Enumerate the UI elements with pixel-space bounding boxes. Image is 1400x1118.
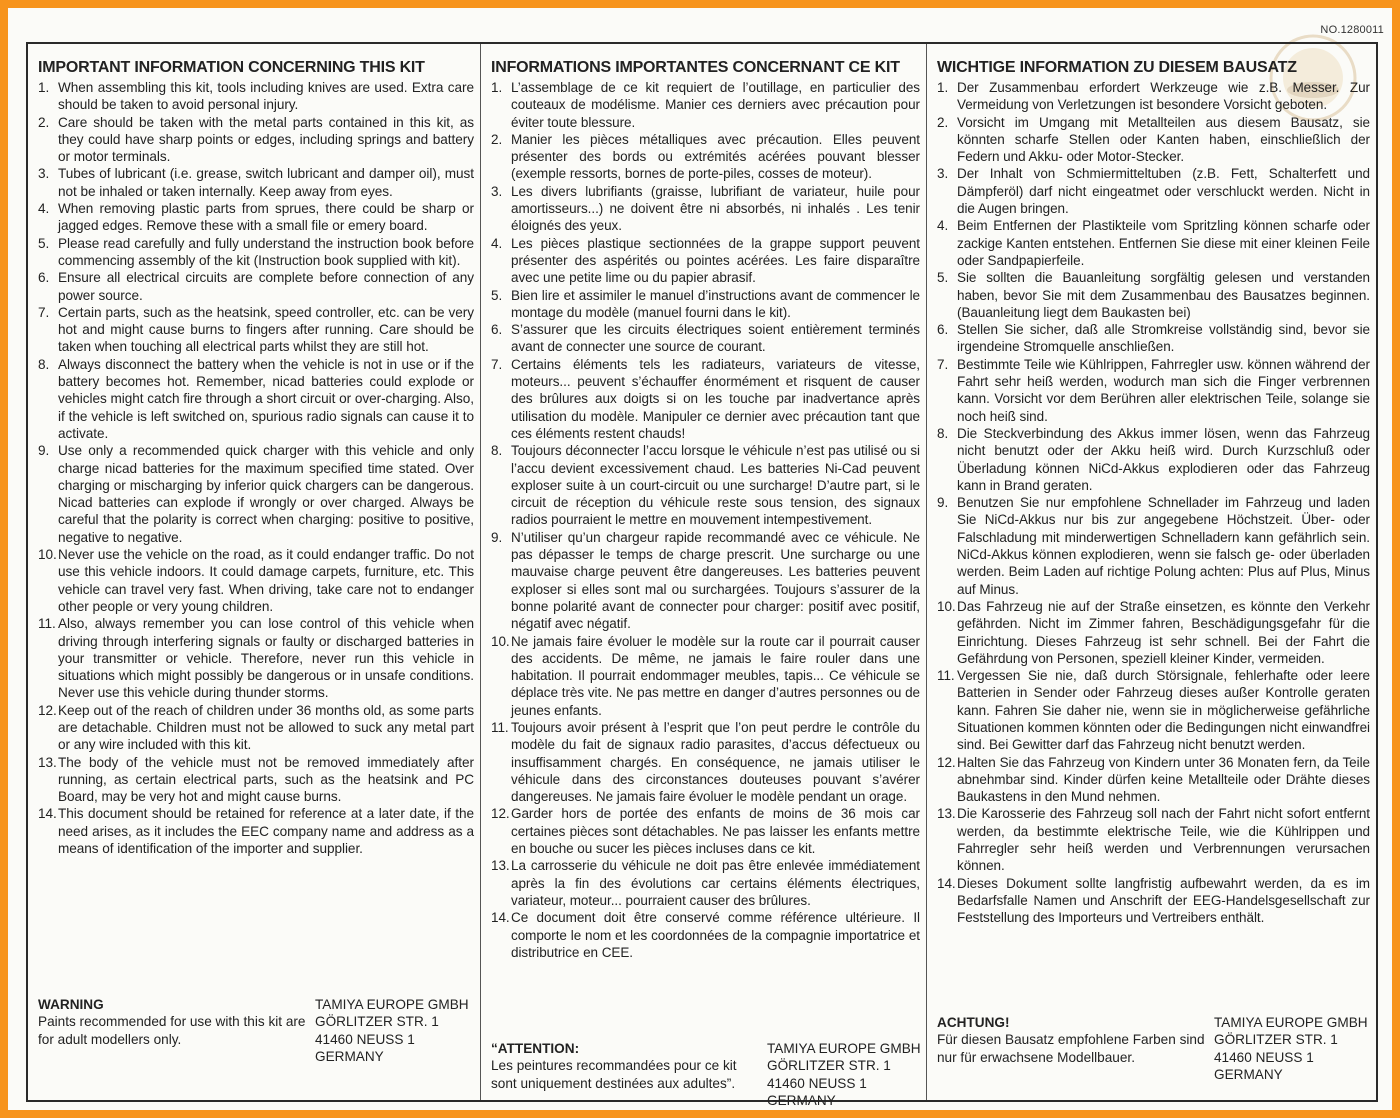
item-text: Never use the vehicle on the road, as it could endanger traffic. Do not use this vehicle indoors. It could damage carpets, furniture, etc. This vehicle can travel very fast. When driving, take care not to endanger other people or very young children. [58, 547, 474, 614]
item-text: Certain parts, such as the heatsink, speed controller, etc. can be very hot and might cause burns to fingers after running. Care should be taken when touching all electrical parts whilst they are still hot. [58, 304, 474, 355]
column-english [28, 44, 480, 1100]
list-item [491, 857, 920, 909]
item-text: Toujours déconnecter l’accu lorsque le véhicule n’est pas utilisé ou si l’accu devient excessivement chaud. Les batteries Ni-Cad peuvent exploser suite à un court-circuit ou une surcharge! D’autre part, si le circuit de réception du véhicule reste sous tension, des signaux radios pourraient le mettre en mouvement intempestivement. [511, 443, 920, 528]
list-item [937, 667, 1370, 753]
item-number: 6. [937, 322, 949, 338]
heading-english: IMPORTANT INFORMATION CONCERNING THIS KIT [38, 59, 425, 76]
item-number: 8. [38, 356, 50, 372]
list-item [38, 165, 474, 200]
item-text: Certains éléments tels les radiateurs, variateurs de vitesse, moteurs... peuvent s’échauffer énormément et risquent de causer des brûlures aux doigts si on les touche par inadvertance après utilisation du modèle. Manipuler ce dernier avec précaution tant que ces éléments restent chauds! [511, 356, 920, 441]
address-line: TAMIYA EUROPE GMBH [315, 997, 469, 1012]
item-text: Use only a recommended quick charger with this vehicle and only charge nicad batteries for the maximum specified time stated. Over charging or mischarging by inferior quick chargers can be dangerous. Nicad batteries can explode if wrongly or over charged. Always be careful that the polarity is correct when charging: positive to positive, negative to negative. [58, 443, 474, 545]
item-number: 8. [937, 425, 949, 441]
warning-text: Paints recommended for use with this kit are for adult modellers only. [38, 1014, 306, 1047]
item-text: Bien lire et assimiler le manuel d’instructions avant de commencer le montage du modèle (manuel fourni dans le kit). [511, 287, 920, 320]
item-number: 4. [937, 218, 949, 234]
list-item [491, 805, 920, 857]
item-text: Les divers lubrifiants (graisse, lubrifiant de variateur, huile pour amortisseurs...) ne doivent être ni absorbés, ni inhalés . Les tenir éloignés des yeux. [511, 183, 920, 234]
address-line: GERMANY [767, 1092, 836, 1108]
warning-text: Les peintures recommandées pour ce kit sont uniquement destinées aux adultes”. [491, 1058, 737, 1091]
importer-address [315, 996, 469, 1065]
item-text: Dieses Dokument sollte langfristig aufbewahrt werden, da es im Bedarfsfalle Namen und Anschrift der EEG-Handelsgesellschaft zur Feststellung des Importeurs und Vertreibers enthält. [957, 875, 1370, 926]
list-item [38, 79, 474, 114]
address-line: 41460 NEUSS 1 [1214, 1049, 1314, 1065]
item-number: 11. [38, 616, 56, 632]
item-text: La carrosserie du véhicule ne doit pas être enlevée immédiatement après la fin des évolutions car certains éléments électriques, variateur, moteur... pourraient causer des brûlures. [511, 858, 920, 908]
item-text: Tubes of lubricant (i.e. grease, switch lubricant and damper oil), must not be inhaled or taken internally. Keep away from eyes. [58, 166, 474, 199]
item-text: Die Steckverbindung des Akkus immer lösen, wenn das Fahrzeug nicht benutzt oder der Akku heiß wird. Durch Kurzschluß oder Überladung können NiCd-Akkus explodieren oder das Fahrzeug kann in Brand geraten. [957, 425, 1370, 493]
item-number: 3. [937, 166, 949, 182]
item-text: Der Inhalt von Schmiermitteltuben (z.B. Fett, Schalterfett und Dämpferöl) darf nicht eingeatmet oder verschluckt werden. Nicht in die Augen bringen. [957, 166, 1370, 217]
item-text: S’assurer que les circuits électriques soient entièrement terminés avant de connecter une source de courant. [511, 322, 920, 355]
list-item [937, 269, 1370, 321]
item-text: Beim Entfernen der Plastikteile vom Spritzling können scharfe oder zackige Kanten entstehen. Entfernen Sie diese mit einer kleinen Feile oder Sandpapierfeile. [957, 218, 1370, 268]
item-number: 7. [38, 304, 50, 320]
document-number: NO.1280011 [1320, 24, 1384, 36]
item-number: 14. [38, 806, 57, 822]
list-item [38, 304, 474, 356]
item-number: 10. [491, 633, 510, 649]
item-number: 11. [491, 719, 509, 735]
item-text: This document should be retained for reference at a later date, if the need arises, as it includes the EEC company name and address as a means of identification of the importer and supplier. [58, 806, 474, 857]
list-item [937, 356, 1370, 425]
item-number: 14. [937, 875, 956, 891]
item-number: 9. [937, 495, 949, 511]
item-text: Das Fahrzeug nie auf der Straße einsetzen, es könnte den Verkehr gefährden. Nicht im Zimmer fahren, Beschädigungsgefahr für die Einrichtung. Dieses Fahrzeug ist sehr schnell. Bei der Fahrt die Gefährdung von Personen, speziell kleiner Kinder, vermeiden. [957, 598, 1370, 666]
importer-address [767, 1040, 921, 1109]
heading-german: WICHTIGE INFORMATION ZU DIESEM BAUSATZ [937, 59, 1297, 76]
item-text: Die Karosserie des Fahrzeug soll nach der Fahrt nicht sofort entfernt werden, da bestimmte elektrische Teile, wie die Kühlrippen und Fahrregler sehr heiß werden und Verbrennungen verursachen können. [957, 806, 1370, 874]
column-german [926, 44, 1376, 1100]
warning-text: Für diesen Bausatz empfohlene Farben sind nur für erwachsene Modellbauer. [937, 1032, 1205, 1065]
list-item [937, 494, 1370, 598]
item-number: 3. [38, 166, 50, 182]
list-item [937, 114, 1370, 166]
item-text: Bestimmte Teile wie Kühlrippen, Fahrregler usw. können während der Fahrt sehr heiß werden, wodurch man sich die Finger verbrennen kann. Vorsicht vor dem Berühren aller elektrischen Teile, solange sie noch heiß sind. [957, 356, 1370, 424]
item-text: Ne jamais faire évoluer le modèle sur la route car il pourrait causer des accidents. De même, ne jamais le faire rouler dans une habitation. Il pourrait endommager meubles, tapis... Ce véhicule se déplace très vite. Ne pas mettre en danger d’autres personnes ou de jeunes enfants. [511, 633, 920, 718]
importer-address [1214, 1014, 1368, 1083]
item-number: 13. [491, 858, 510, 874]
item-number: 10. [38, 547, 57, 563]
list-item [38, 702, 474, 754]
list-item [937, 217, 1370, 269]
item-text: Always disconnect the battery when the vehicle is not in use or if the battery becomes hot. Remember, nicad batteries could explode or vehicles might catch fire through a short circuit or over-charging. Also, if the vehicle is left switched on, spurious radio signals can cause it to activate. [58, 356, 474, 441]
address-line: GÖRLITZER STR. 1 [767, 1058, 891, 1074]
item-text: Les pièces plastique sectionnées de la grappe support peuvent présenter des aspérités ou pointes acérées. Les faire disparaître avec une petite lime ou du papier abrasif. [511, 235, 920, 286]
item-text: Garder hors de portée des enfants de moins de 36 mois car certaines pièces sont détachables. Ne pas laisser les enfants mettre en bouche ou sucer les pièces incluses dans ce kit. [511, 806, 920, 857]
item-text: Manier les pièces métalliques avec précaution. Elles peuvent présenter des bords ou extrémités acérées pouvant blesser (exemple ressorts, bornes de porte-piles, cosses de moteur). [511, 131, 920, 182]
list-item [491, 235, 920, 287]
item-number: 8. [491, 443, 503, 459]
item-number: 12. [491, 806, 510, 822]
address-line: GÖRLITZER STR. 1 [315, 1014, 439, 1030]
list-item [491, 183, 920, 235]
item-number: 1. [491, 80, 503, 95]
document-sheet [8, 8, 1392, 1110]
item-text: Keep out of the reach of children under 36 months old, as some parts are detachable. Children must not be allowed to suck any metal part or any wire included with this kit. [58, 702, 474, 753]
item-text: Der Zusammenbau erfordert Werkzeuge wie z.B. Messer. Zur Vermeidung von Verletzungen ist besondere Vorsicht geboten. [957, 80, 1370, 113]
list-item [491, 529, 920, 633]
warning-title: ACHTUNG! [937, 1015, 1010, 1030]
item-number: 5. [937, 270, 949, 286]
list-item [491, 356, 920, 442]
item-text: Vergessen Sie nie, daß durch Störsignale, fehlerhafte oder leere Batterien in Sender oder Fahrzeug dieses außer Kontrolle geraten kann. Fahren Sie daher nie, wenn sie in möglicherweise gefährliche Situationen kommen könnten oder die Bedingungen nicht einwandfrei sind. Bei Gewitter darf das Fahrzeug nicht benutzt werden. [957, 668, 1370, 753]
item-number: 11. [937, 668, 955, 684]
list-item [937, 79, 1370, 114]
item-text: The body of the vehicle must not be removed immediately after running, as certain electrical parts, such as the heatsink and PC Board, may be very hot and might cause burns. [58, 754, 474, 805]
item-text: Care should be taken with the metal parts contained in this kit, as they could have sharp points or edges, including springs and battery or motor terminals. [58, 114, 474, 165]
item-text: When removing plastic parts from sprues, there could be sharp or jagged edges. Remove these with a small file or emery board. [58, 201, 474, 234]
warning-title: “ATTENTION: [491, 1041, 580, 1056]
list-item [38, 805, 474, 857]
item-number: 13. [38, 754, 57, 770]
item-number: 1. [38, 80, 50, 95]
list-german [937, 79, 1370, 927]
list-item [38, 615, 474, 701]
item-number: 5. [38, 235, 50, 251]
item-number: 4. [491, 235, 503, 251]
address-line: GÖRLITZER STR. 1 [1214, 1032, 1338, 1048]
list-french [491, 79, 920, 961]
list-item [491, 79, 920, 131]
list-item [491, 131, 920, 183]
item-text: Also, always remember you can lose control of this vehicle when driving through interfering signals or faulty or discharged batteries in your transmitter or vehicle. Therefore, never run this vehicle in situations which might possibly be dangerous or in unsafe conditions. Never use this vehicle during thunder storms. [58, 616, 474, 701]
item-number: 9. [38, 443, 50, 459]
address-line: TAMIYA EUROPE GMBH [767, 1041, 921, 1056]
item-number: 14. [491, 910, 510, 926]
item-number: 13. [937, 806, 956, 822]
item-text: Please read carefully and fully understand the instruction book before commencing assembly of the kit (Instruction book supplied with kit). [58, 235, 474, 268]
item-text: Ce document doit être conservé comme référence ultérieure. Il comporte le nom et les coordonnées de la compagnie importatrice et distributrice en CEE. [511, 910, 920, 960]
item-text: Halten Sie das Fahrzeug von Kindern unter 36 Monaten fern, da Teile abnehmbar sind. Kinder dürfen keine Metallteile oder Drähte dieses Baukastens in den Mund nehmen. [957, 754, 1370, 805]
list-item [937, 754, 1370, 806]
list-item [491, 633, 920, 719]
item-number: 6. [491, 322, 503, 338]
item-text: N’utiliser qu’un chargeur rapide recommandé avec ce véhicule. Ne pas dépasser le temps de charge prescrit. Une surcharge ou une mauvaise charge peuvent être dangereuses. Les batteries peuvent exploser si elles sont mal ou surchargées. Toujours s’assurer de la bonne polarité avant de connecter pour charger: positif avec positif, négatif avec négatif. [511, 529, 920, 632]
list-english [38, 79, 474, 857]
address-line: 41460 NEUSS 1 [767, 1075, 867, 1091]
heading-french: INFORMATIONS IMPORTANTES CONCERNANT CE KIT [491, 59, 900, 76]
address-line: 41460 NEUSS 1 [315, 1031, 415, 1047]
list-item [491, 719, 920, 805]
item-number: 9. [491, 529, 503, 545]
item-number: 2. [491, 131, 503, 147]
list-item [38, 546, 474, 615]
column-french [480, 44, 926, 1108]
item-number: 5. [491, 287, 503, 303]
item-text: When assembling this kit, tools including knives are used. Extra care should be taken to avoid personal injury. [58, 80, 474, 113]
list-item [38, 114, 474, 166]
item-number: 4. [38, 201, 50, 217]
list-item [38, 754, 474, 806]
item-text: Sie sollten die Bauanleitung sorgfältig gelesen und verstanden haben, bevor Sie mit dem Zusammenbau des Bausatzes beginnen. (Bauanleitung liegt dem Baukasten bei) [957, 270, 1370, 320]
list-item [937, 805, 1370, 874]
item-text: Benutzen Sie nur empfohlene Schnellader im Fahrzeug und laden Sie NiCd-Akkus nur bis zur angegebene Höchstzeit. Über- oder Falschladung mit minderwertigen Schnelladern kann gefährlich sein. NiCd-Akkus können explodieren, wenn sie falsch ge- oder überladen werden. Beim Laden auf richtige Polung achten: Plus auf Plus, Minus auf Minus. [957, 495, 1370, 597]
item-text: Vorsicht im Umgang mit Metallteilen aus diesem Bausatz, sie könnten scharfe Stellen oder Kanten haben, einschließlich der Federn und Akku- oder Motor-Stecker. [957, 114, 1370, 165]
list-item [38, 442, 474, 546]
item-number: 7. [937, 356, 949, 372]
list-item [38, 200, 474, 235]
item-number: 12. [937, 754, 956, 770]
item-number: 12. [38, 702, 57, 718]
list-item [491, 909, 920, 961]
item-text: L’assemblage de ce kit requiert de l’outillage, en particulier des couteaux de modélisme. Manier ces derniers avec précaution pour éviter toute blessure. [511, 80, 920, 130]
list-item [937, 875, 1370, 927]
address-line: GERMANY [1214, 1066, 1283, 1082]
list-item [491, 321, 920, 356]
list-item [937, 165, 1370, 217]
address-line: TAMIYA EUROPE GMBH [1214, 1015, 1368, 1030]
list-item [38, 269, 474, 304]
list-item [38, 235, 474, 270]
item-number: 10. [937, 598, 956, 614]
info-frame [26, 42, 1378, 1108]
list-item [38, 356, 474, 442]
item-text: Ensure all electrical circuits are complete before connection of any power source. [58, 270, 474, 303]
list-item [937, 425, 1370, 494]
list-item [491, 442, 920, 528]
item-number: 2. [937, 114, 949, 130]
list-item [937, 321, 1370, 356]
item-number: 1. [937, 80, 949, 95]
item-number: 2. [38, 114, 50, 130]
list-item [491, 287, 920, 322]
item-number: 7. [491, 356, 503, 372]
item-text: Stellen Sie sicher, daß alle Stromkreise vollständig sind, bevor sie irgendeine Stromquelle anschließen. [957, 322, 1370, 355]
item-text: Toujours avoir présent à l’esprit que l’on peut perdre le contrôle du modèle du fait de signaux radio parasites, d’accus défectueux ou insuffisamment chargés. En conséquence, ne jamais utiliser le véhicule dans des circonstances douteuses pouvant s’avérer dangereuses. Ne jamais faire évoluer le modèle pendant un orage. [511, 719, 920, 805]
item-number: 6. [38, 270, 50, 286]
address-line: GERMANY [315, 1048, 384, 1064]
list-item [937, 598, 1370, 667]
item-number: 3. [491, 183, 503, 199]
warning-title: WARNING [38, 997, 104, 1012]
